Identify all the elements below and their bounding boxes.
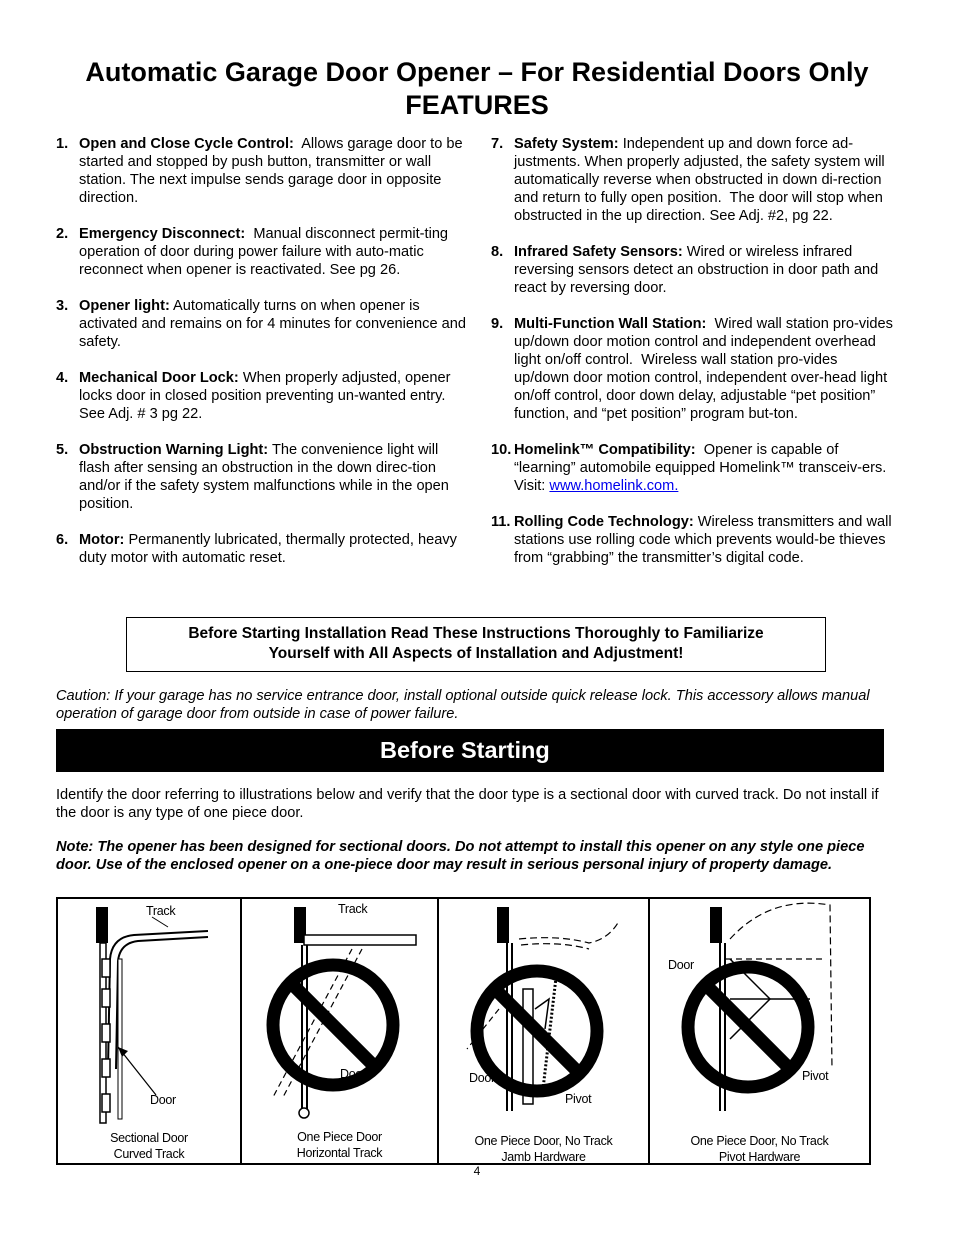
feature-item-6: 6. Motor: Permanently lubricated, thermally protected, heavy duty motor with automatic reset. <box>56 532 462 566</box>
feature-text: Wired or wireless infrared reversing sensors detect an obstruction in door path and react by reversing door. <box>514 244 883 296</box>
prohibited-icon <box>273 965 393 1085</box>
figure-one-piece-jamb <box>437 899 648 1163</box>
feature-text: Opener is capable of “learning” automobile equipped Homelink™ transceiv-ers. Visit: <box>514 442 891 494</box>
section-heading-banner: Before Starting <box>56 729 884 772</box>
feature-heading: Safety System: <box>514 136 619 152</box>
feature-item-5: 5. Obstruction Warning Light: The convenience light will flash after sensing an obstruction in the down direc-tion and/or if the safety system malfunctions while in the open position. <box>56 442 453 512</box>
feature-item-9: 9. Multi-Function Wall Station: Wired wall station pro-vides up/down door motion control and independent overhead light on/off control. Wireless wall station pro-vides up/down door motion control, independent over-head light on/off control, door down delay, adjustable “pet position” function, and “pet position” program but-ton. <box>491 316 897 422</box>
door-type-figures <box>56 897 871 1165</box>
pivot-label: Pivot <box>565 1092 592 1106</box>
track-label: Track <box>146 904 176 918</box>
feature-heading: Homelink™ Compatibility: <box>514 442 696 458</box>
pivot-label: Pivot <box>802 1069 829 1083</box>
feature-heading: Open and Close Cycle Control: <box>79 136 294 152</box>
one-piece-horizontal-illustration <box>242 899 437 1165</box>
page-title <box>0 56 954 122</box>
figure-sectional-door <box>58 899 240 1163</box>
feature-item-2: 2. Emergency Disconnect: Manual disconnect permit-ting operation of door during power failure with auto-matic reconnect when opener is reactivated. See pg 26. <box>56 226 453 278</box>
homelink-link[interactable]: www.homelink.com. <box>549 478 679 494</box>
feature-item-3: 3. Opener light: Automatically turns on when opener is activated and remains on for 4 minutes for convenience and safety. <box>56 298 471 350</box>
door-label: Door <box>340 1067 366 1081</box>
sectional-door-illustration <box>58 899 240 1165</box>
identify-paragraph: Identify the door referring to illustrations below and verify that the door type is a sectional door with curved track. Do not install if the door is any type of one piece door. <box>56 787 879 821</box>
feature-heading: Emergency Disconnect: <box>79 226 246 242</box>
track-label: Track <box>338 902 368 916</box>
figure-one-piece-horizontal <box>240 899 437 1163</box>
door-label: Door <box>668 958 694 972</box>
caution-text: Caution: If your garage has no service entrance door, install optional outside quick release lock. This accessory allows manual operation of garage door from outside in case of power failure. <box>56 688 870 722</box>
door-label: Door <box>469 1071 495 1085</box>
notice-line-2: Yourself with All Aspects of Installation and Adjustment! <box>268 645 684 662</box>
feature-heading: Motor: <box>79 532 125 548</box>
feature-item-8: 8. Infrared Safety Sensors: Wired or wireless infrared reversing sensors detect an obstruction in door path and react by reversing door. <box>491 244 883 296</box>
title-line-1: Automatic Garage Door Opener – For Residential Doors Only <box>85 57 869 87</box>
door-label: Door <box>150 1093 176 1107</box>
feature-item-10: 10. Homelink™ Compatibility: Opener is capable of “learning” automobile equipped Homelink™ transceiv-ers. Visit: www.homelink.com. <box>491 442 891 494</box>
feature-heading: Opener light: <box>79 298 170 314</box>
feature-item-7: 7. Safety System: Independent up and down force ad-justments. When properly adjusted, the safety system will automatically reverse when obstructed in down di-rection and return to fully open position. The door will stop when obstructed in the up direction. See Adj. #2, pg 22. <box>491 136 889 224</box>
features-list-right <box>491 135 895 567</box>
feature-text: Independent up and down force ad-justments. When properly adjusted, the safety system will automatically reverse when obstructed in down di-rection and return to fully open position. The door will stop when obstructed in the up direction. See Adj. #2, pg 22. <box>514 136 889 224</box>
figure-one-piece-pivot <box>648 899 869 1163</box>
prohibited-icon <box>477 971 597 1091</box>
title-line-2: FEATURES <box>405 90 549 120</box>
feature-text: When properly adjusted, opener locks door in closed position preventing un-wanted entry. See Adj. # 3 pg 22. <box>79 370 455 422</box>
feature-item-11: 11. Rolling Code Technology: Wireless transmitters and wall stations use rolling code which prevents would-be thieves from “grabbing” the transmitter’s digital code. <box>491 514 896 566</box>
features-list-left <box>56 135 471 567</box>
feature-heading: Multi-Function Wall Station: <box>514 316 707 332</box>
prohibited-icon <box>688 967 808 1087</box>
feature-text: Manual disconnect permit-ting operation of door during power failure with auto-matic reconnect when opener is reactivated. See pg 26. <box>79 226 453 278</box>
feature-item-4: 4. Mechanical Door Lock: When properly adjusted, opener locks door in closed position preventing un-wanted entry. See Adj. # 3 pg 22. <box>56 370 455 422</box>
feature-heading: Obstruction Warning Light: <box>79 442 269 458</box>
figure-caption: One Piece Door Horizontal Track <box>296 1130 383 1160</box>
feature-heading: Infrared Safety Sensors: <box>514 244 683 260</box>
feature-text: Wired wall station pro-vides up/down door motion control and independent overhead light on/off control. Wireless wall station pro-vides up/down door motion control, independent over-head light on/off control, door down delay, adjustable “pet position” function, and “pet position” program but-ton. <box>514 316 897 422</box>
feature-text: Permanently lubricated, thermally protected, heavy duty motor with automatic reset. <box>79 532 462 566</box>
one-piece-pivot-illustration <box>650 899 872 1165</box>
figure-caption: One Piece Door, No Track Jamb Hardware <box>474 1134 613 1164</box>
feature-heading: Rolling Code Technology: <box>514 514 694 530</box>
notice-line-1: Before Starting Installation Read These Instructions Thoroughly to Familiarize <box>188 625 764 642</box>
installation-notice-box <box>126 617 826 672</box>
feature-text: Automatically turns on when opener is activated and remains on for 4 minutes for convenience and safety. <box>79 298 471 350</box>
feature-item-1: 1. Open and Close Cycle Control: Allows garage door to be started and stopped by push button, transmitter or wall station. The next impulse sends garage door in opposite direction. <box>56 136 467 206</box>
one-piece-jamb-illustration <box>439 899 648 1165</box>
feature-text: Allows garage door to be started and stopped by push button, transmitter or wall station. The next impulse sends garage door in opposite direction. <box>79 136 467 206</box>
figure-caption: Sectional Door Curved Track <box>110 1131 188 1161</box>
feature-heading: Mechanical Door Lock: <box>79 370 239 386</box>
feature-text: Wireless transmitters and wall stations use rolling code which prevents would-be thieves from “grabbing” the transmitter’s digital code. <box>514 514 896 566</box>
figure-caption: One Piece Door, No Track Pivot Hardware <box>690 1134 829 1164</box>
warning-note: Note: The opener has been designed for sectional doors. Do not attempt to install this opener on any style one piece door. Use of the enclosed opener on a one-piece door may result in serious personal injury of property damage. <box>56 839 865 873</box>
feature-text: The convenience light will flash after sensing an obstruction in the down direc-tion and/or if the safety system malfunctions while in the open position. <box>79 442 453 512</box>
page-number: 4 <box>473 1164 481 1178</box>
